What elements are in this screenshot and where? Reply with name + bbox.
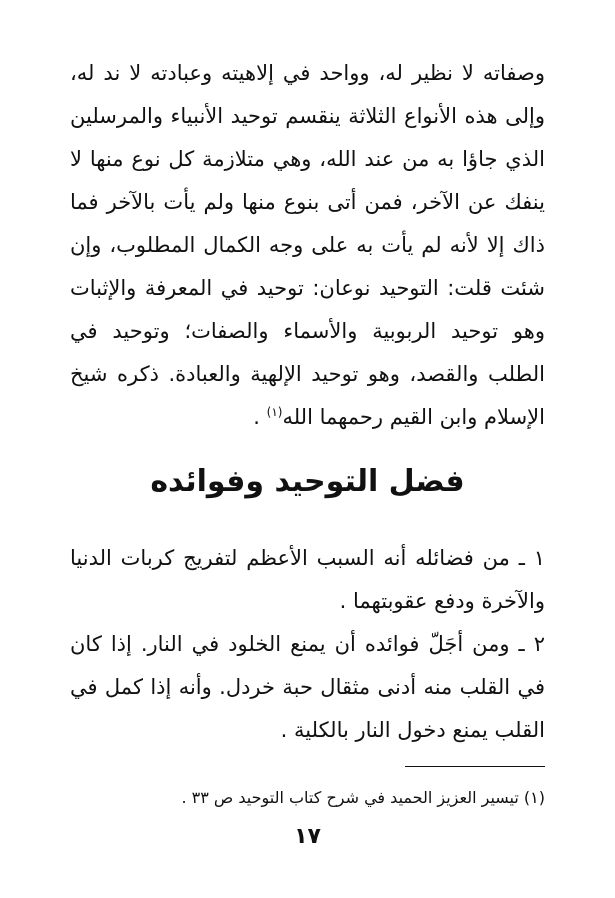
footnote-reference: (١) [266,405,283,419]
body-line-1: وصفاته لا نظير له، وواحد في إلاهيته وعبادته لا ند له، [70,61,545,85]
body-line-5: ذاك إلا لأنه لم يأت به على وجه الكمال المطلوب، وإن [70,233,545,257]
section-line-4: في القلب منه أدنى مثقال حبة خردل. وأنه إذا كمل في [70,675,545,699]
body-line-7: وهو توحيد الربوبية والأسماء والصفات؛ وتوحيد في [70,319,545,343]
section-heading: فضل التوحيد وفوائده [150,464,465,499]
body-line-9 [70,402,545,432]
section-line-3: ٢ ـ ومن أجَلّ فوائده أن يمنع الخلود في النار. إذا كان [70,632,545,656]
body-line-6: شئت قلت: التوحيد نوعان: توحيد في المعرفة والإثبات [70,276,545,300]
body-line-3: الذي جاؤا به من عند الله، وهي متلازمة كل نوع منها لا [70,147,545,171]
page-number: ١٧ [294,824,321,849]
section-line-2: والآخرة ودفع عقوبتهما . [339,589,545,613]
body-line-9-text: الإسلام وابن القيم رحمهما الله [282,405,545,429]
body-line-8: الطلب والقصد، وهو توحيد الإلهية والعبادة. ذكره شيخ [70,362,545,386]
section-line-1: ١ ـ من فضائله أنه السبب الأعظم لتفريج كربات الدنيا [70,546,545,570]
footnote-divider [405,766,545,767]
body-line-4: ينفك عن الآخر، فمن أتى بنوع منها ولم يأت بالآخر فما [70,190,545,214]
section-line-5: القلب يمنع دخول النار بالكلية . [280,718,545,742]
footnote-text: (١) تيسير العزيز الحميد في شرح كتاب التوحيد ص ٣٣ . [181,788,545,807]
body-line-9-end: . [253,405,267,429]
body-line-2: وإلى هذه الأنواع الثلاثة ينقسم توحيد الأنبياء والمرسلين [70,104,545,128]
